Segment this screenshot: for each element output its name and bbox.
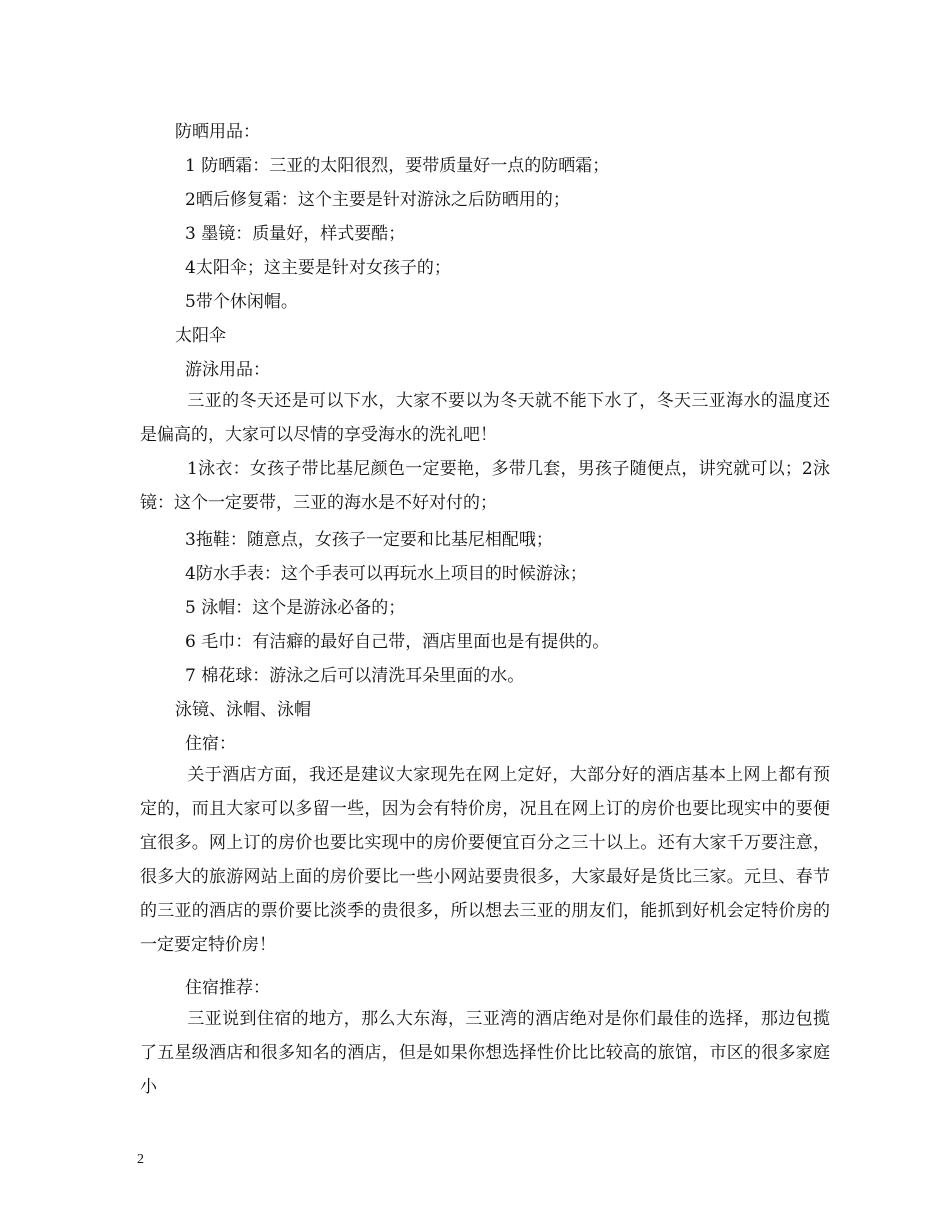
recommend-heading: 住宿推荐： xyxy=(185,978,270,998)
lodging-heading: 住宿： xyxy=(185,734,236,754)
swimming-intro xyxy=(140,384,830,452)
recommend-body xyxy=(140,1002,830,1104)
page-number: 2 xyxy=(137,1152,144,1167)
swimming-item-5: 5 泳帽：这个是游泳必备的； xyxy=(185,598,406,618)
swimming-item-3: 3拖鞋：随意点，女孩子一定要和比基尼相配哦； xyxy=(185,530,553,550)
swimming-heading: 游泳用品： xyxy=(185,360,270,380)
swimming-caption: 泳镜、泳帽、泳帽 xyxy=(175,700,311,720)
sunscreen-item-4: 4太阳伞；这主要是针对女孩子的； xyxy=(185,258,451,278)
swimming-item-4: 4防水手表：这个手表可以再玩水上项目的时候游泳； xyxy=(185,564,587,584)
sunscreen-item-3: 3 墨镜：质量好，样式要酷； xyxy=(185,224,406,244)
sunscreen-item-1: 1 防晒霜：三亚的太阳很烈，要带质量好一点的防晒霜； xyxy=(185,156,610,176)
sunscreen-caption: 太阳伞 xyxy=(175,326,226,346)
sunscreen-item-5: 5带个休闲帽。 xyxy=(185,292,298,312)
sunscreen-heading: 防晒用品： xyxy=(175,122,260,142)
swimming-item-7: 7 棉花球：游泳之后可以清洗耳朵里面的水。 xyxy=(185,666,525,686)
swimming-item-1-2 xyxy=(140,452,830,520)
swimming-item-1-2-text: 1泳衣：女孩子带比基尼颜色一定要艳，多带几套，男孩子随便点，讲究就可以；2泳镜：这个一定要带，三亚的海水是不好对付的； xyxy=(140,459,830,513)
lodging-body xyxy=(140,758,830,962)
sunscreen-item-2: 2晒后修复霜：这个主要是针对游泳之后防晒用的； xyxy=(185,190,570,210)
swimming-item-6: 6 毛巾：有洁癖的最好自己带，酒店里面也是有提供的。 xyxy=(185,632,610,652)
lodging-body-text: 关于酒店方面，我还是建议大家现先在网上定好，大部分好的酒店基本上网上都有预定的，而且大家可以多留一些，因为会有特价房，况且在网上订的房价也要比现实中的要便宜很多。网上订的房价也要比实现中的房价要便宜百分之三十以上。还有大家千万要注意，很多大的旅游网站上面的房价要比一些小网站要贵很多，大家最好是货比三家。元旦、春节的三亚的酒店的票价要比淡季的贵很多，所以想去三亚的朋友们，能抓到好机会定特价房的一定要定特价房！ xyxy=(140,765,830,955)
swimming-intro-text: 三亚的冬天还是可以下水，大家不要以为冬天就不能下水了，冬天三亚海水的温度还是偏高的，大家可以尽情的享受海水的洗礼吧！ xyxy=(140,391,830,445)
recommend-body-text: 三亚说到住宿的地方，那么大东海，三亚湾的酒店绝对是你们最佳的选择，那边包揽了五星级酒店和很多知名的酒店，但是如果你想选择性价比比较高的旅馆，市区的很多家庭小 xyxy=(140,1009,830,1097)
